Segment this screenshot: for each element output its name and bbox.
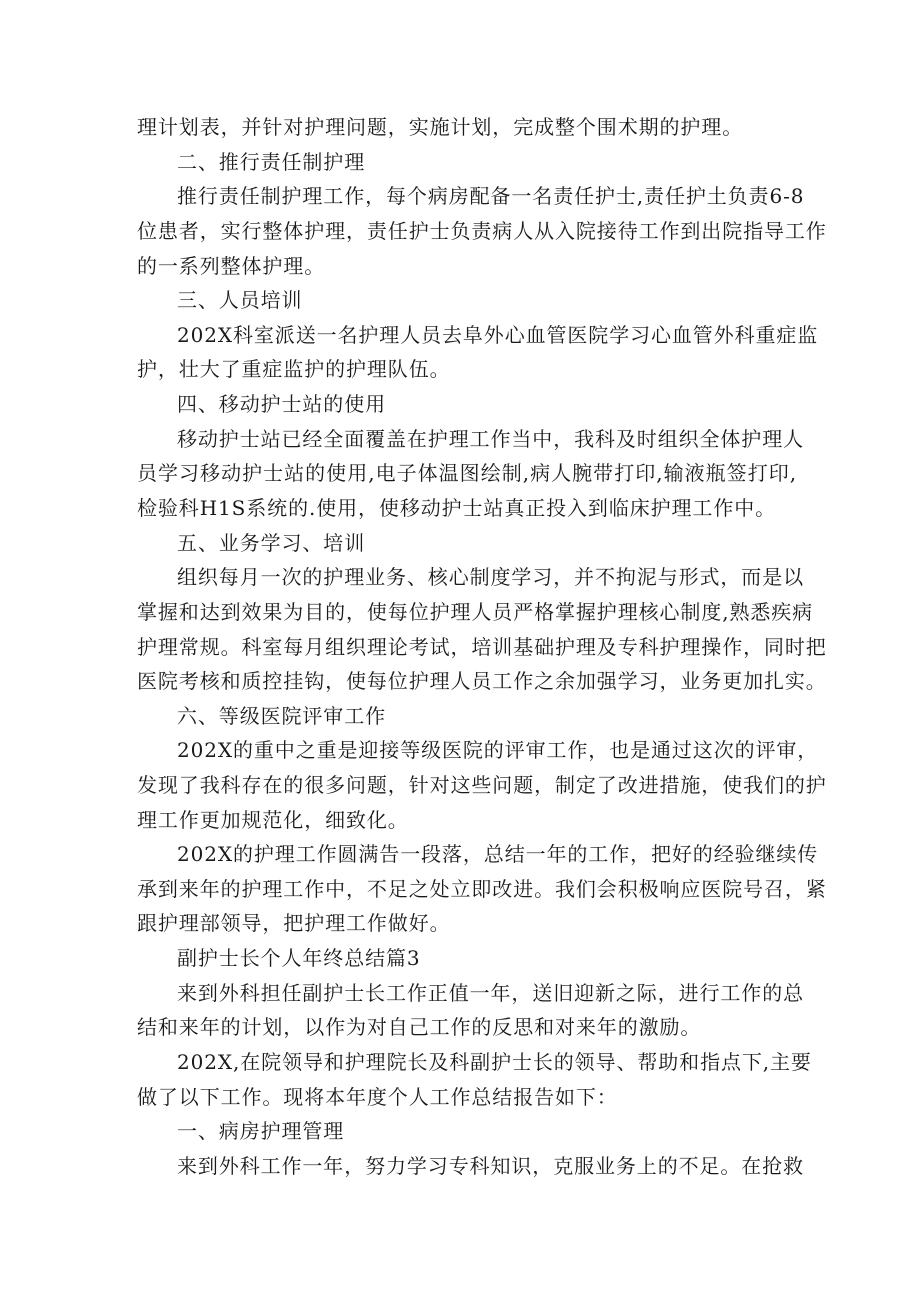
text-line: 护理常规。科室每月组织理论考试，培训基础护理及专科护理操作，同时把 (137, 635, 827, 659)
text-line: 202X,在院领导和护理院长及科副护士长的领导、帮助和指点下,主要 (177, 1050, 812, 1074)
text-line: 位患者，实行整体护理，责任护士负责病人从入院接待工作到出院指导工作 (137, 219, 827, 243)
text-line: 掌握和达到效果为目的，使每位护理人员严格掌握护理核心制度,熟悉疾病 (137, 600, 814, 624)
text-line: 移动护士站已经全面覆盖在护理工作当中，我科及时组织全体护理人 (177, 427, 804, 451)
text-line: 组织每月一次的护理业务、核心制度学习，并不拘泥与形式，而是以 (177, 565, 804, 589)
text-line: 跟护理部领导，把护理工作做好。 (137, 911, 451, 935)
text-line: 202X科室派送一名护理人员去阜外心血管医院学习心血管外科重症监 (177, 323, 819, 347)
section-heading: 六、等级医院评审工作 (177, 704, 386, 728)
section-heading: 五、业务学习、培训 (177, 531, 366, 555)
document-title: 副护士长个人年终总结篇3 (177, 946, 421, 970)
text-line: 的一系列整体护理。 (137, 254, 326, 278)
text-line: 推行责任制护理工作，每个病房配备一名责任护士,责任护土负责6-8 (177, 184, 805, 208)
text-line: 202X的重中之重是迎接等级医院的评审工作，也是通过这次的评审， (177, 738, 819, 762)
text-line: 做了以下工作。现将本年度个人工作总结报告如下： (137, 1085, 618, 1109)
text-line: 员学习移动护士站的使用,电子体温图绘制,病人腕带打印,输液瓶签打印, (137, 461, 797, 485)
section-heading: 二、推行责任制护理 (177, 150, 366, 174)
text-line: 202X的护理工作圆满告一段落，总结一年的工作，把好的经验继续传 (177, 842, 819, 866)
text-line: 发现了我科存在的很多问题，针对这些问题，制定了改进措施，使我们的护 (137, 773, 827, 797)
section-heading: 一、病房护理管理 (177, 1119, 345, 1143)
text-line: 来到外科担任副护士长工作正值一年，送旧迎新之际，进行工作的总 (177, 981, 804, 1005)
text-line: 承到来年的护理工作中，不足之处立即改进。我们会积极响应医院号召，紧 (137, 877, 827, 901)
text-line: 理工作更加规范化，细致化。 (137, 808, 409, 832)
section-heading: 四、移动护士站的使用 (177, 392, 386, 416)
text-line: 结和来年的计划，以作为对自己工作的反思和对来年的激励。 (137, 1015, 702, 1039)
text-line: 理计划表，并针对护理问题，实施计划，完成整个围术期的护理。 (137, 115, 744, 139)
text-line: 护，壮大了重症监护的护理队伍。 (137, 357, 451, 381)
text-line: 医院考核和质控挂钩，使每位护理人员工作之余加强学习，业务更加扎实。 (137, 669, 827, 693)
text-line: 来到外科工作一年，努力学习专科知识，克服业务上的不足。在抢救 (177, 1154, 804, 1178)
text-line: 检验科H1S系统的.使用，使移动护士站真正投入到临床护理工作中。 (137, 496, 777, 520)
section-heading: 三、人员培训 (177, 288, 303, 312)
